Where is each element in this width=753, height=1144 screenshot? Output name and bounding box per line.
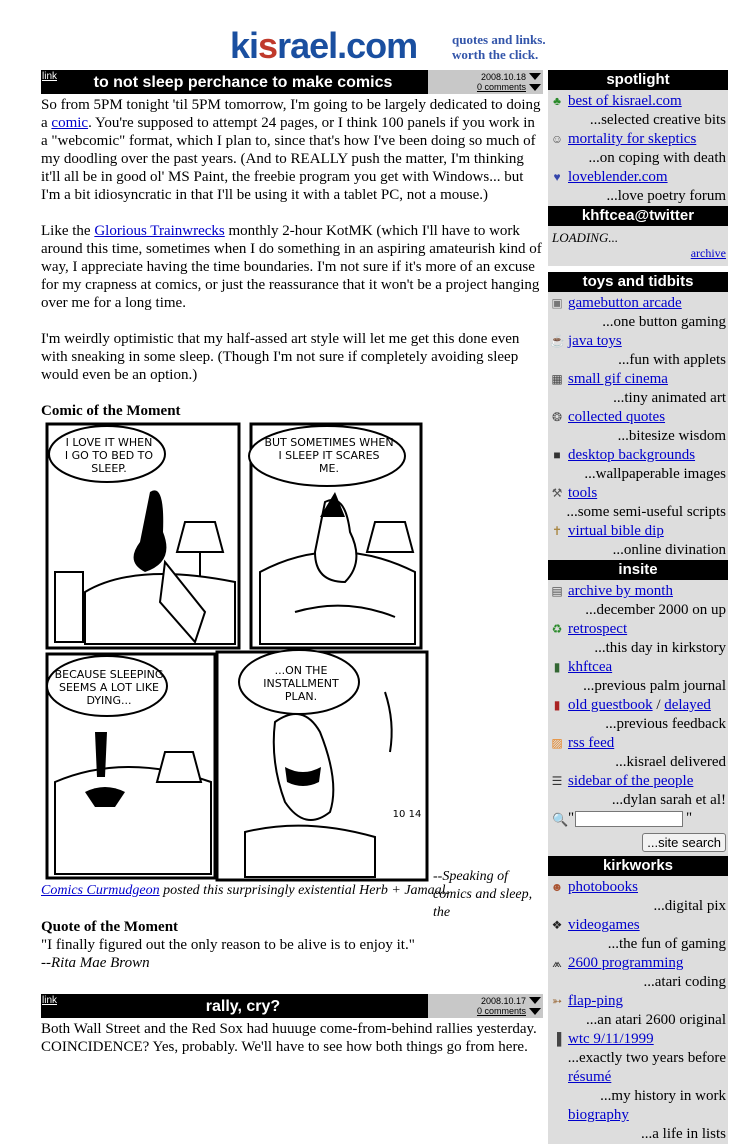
twitter-box bbox=[548, 226, 728, 266]
magnifier-icon: 🔍 bbox=[552, 812, 569, 827]
comic-caption-start: --Speaking of comics and sleep, the bbox=[433, 869, 533, 920]
glorious-trainwrecks-link[interactable]: Glorious Trainwrecks bbox=[94, 223, 225, 239]
post-date: 2008.10.17 bbox=[480, 996, 526, 1006]
sidebar-item-description: ...on coping with death bbox=[588, 150, 726, 166]
sidebar-item-links bbox=[548, 772, 728, 791]
link-separator: / bbox=[652, 697, 665, 713]
sidebar-item bbox=[548, 446, 728, 484]
main-column bbox=[41, 70, 543, 1074]
sidebar-item bbox=[548, 954, 728, 992]
tagline-line-1: quotes and links. bbox=[452, 32, 546, 47]
post-paragraph: Both Wall Street and the Red Sox had huuuge come-from-behind rallies yesterday. COINCIDENCE? Yes, probably. We'll have to see how both things go from here. bbox=[41, 1021, 537, 1055]
sidebar-item bbox=[548, 1068, 728, 1106]
spotlight-box bbox=[548, 90, 728, 206]
sidebar-item bbox=[548, 294, 728, 332]
sidebar-item-links bbox=[548, 484, 728, 503]
sidebar-item bbox=[548, 620, 728, 658]
twitter-loading-text: LOADING... bbox=[552, 230, 619, 245]
spotlight-heading: spotlight bbox=[548, 70, 728, 90]
sidebar-link[interactable]: virtual bible dip bbox=[568, 523, 664, 539]
sidebar-link[interactable]: loveblender.com bbox=[568, 169, 668, 185]
search-quote-close: " bbox=[686, 810, 693, 826]
sidebar-item bbox=[548, 1030, 728, 1068]
post-paragraph bbox=[41, 96, 543, 204]
post-paragraph bbox=[41, 222, 543, 312]
sidebar-item-links bbox=[548, 446, 728, 465]
quote-author: --Rita Mae Brown bbox=[41, 955, 150, 971]
sidebar-item-description: ...digital pix bbox=[653, 898, 726, 914]
sidebar-link[interactable]: 2600 programming bbox=[568, 955, 684, 971]
panel3-line3: DYING... bbox=[86, 694, 132, 707]
sidebar-item-description: ...fun with applets bbox=[618, 352, 726, 368]
sidebar-link[interactable]: java toys bbox=[568, 333, 622, 349]
sidebar-item-links bbox=[548, 408, 728, 427]
kirkworks-box bbox=[548, 876, 728, 1144]
panel2-line2: I SLEEP IT SCARES bbox=[278, 449, 380, 462]
sidebar-item bbox=[548, 772, 728, 810]
logo-text-2: s bbox=[258, 25, 278, 66]
sidebar-item bbox=[548, 522, 728, 560]
quote-heading: Quote of the Moment bbox=[41, 919, 179, 935]
text: monthly 2-hour KotMK (which I'll have to work around this time, sometimes when I do something in an aspiring amateurish kind of way, I appreciate having the time boundaries. I'm not sure if it's more of an excuse for my crapness at comics, or just the reassurance that it won't be a project hanging over me for a long time. bbox=[41, 223, 542, 311]
sidebar-link[interactable]: tools bbox=[568, 485, 598, 501]
panel1-line3: SLEEP. bbox=[91, 462, 127, 475]
sidebar-item-description: ...tiny animated art bbox=[613, 390, 726, 406]
sidebar-item-links bbox=[548, 1030, 728, 1049]
sidebar-item-links bbox=[548, 168, 728, 187]
comics-curmudgeon-link[interactable]: Comics Curmudgeon bbox=[41, 883, 160, 898]
toys-heading: toys and tidbits bbox=[548, 272, 728, 292]
post-permalink[interactable]: link bbox=[41, 994, 58, 1018]
sidebar-item-links bbox=[548, 992, 728, 1011]
sidebar bbox=[548, 70, 728, 1144]
post-comments-link[interactable]: 0 comments bbox=[476, 1006, 526, 1016]
sidebar-link[interactable]: best of kisrael.com bbox=[568, 93, 682, 109]
comic-link[interactable]: comic bbox=[51, 115, 89, 131]
panel4-line1: ...ON THE bbox=[274, 664, 328, 677]
post-body bbox=[41, 96, 543, 972]
panel1-line1: I LOVE IT WHEN bbox=[65, 436, 153, 449]
skull-icon: ☺ bbox=[550, 132, 564, 146]
list-icon: ☰ bbox=[551, 774, 563, 788]
sidebar-item bbox=[548, 916, 728, 954]
text: So from 5PM tonight 'til 5PM tomorrow, I'm going to be largely dedicated to doing a bbox=[41, 97, 541, 131]
comic-heading: Comic of the Moment bbox=[41, 403, 181, 419]
post-header bbox=[41, 994, 543, 1018]
sidebar-item-links bbox=[548, 620, 728, 639]
sidebar-link[interactable]: wtc 9/11/1999 bbox=[568, 1031, 654, 1047]
quote-text: "I finally figured out the only reason to be alive is to enjoy it." bbox=[41, 937, 415, 953]
text: . You're supposed to attempt 24 pages, or I think 100 panels if you work in a "webcomic" format, which I plan to, since that's how I've been doing so much of my doodling over the past years. (And to REALLY push the matter, I'm thinking it'll all be in good ol' MS Paint, the freebie program you get with Windows... but I'm a bit idiosyncratic in that I'll be using it with a tablet PC, not a mouse.) bbox=[41, 115, 536, 203]
sidebar-item bbox=[548, 484, 728, 522]
site-search-button[interactable]: ...site search bbox=[642, 833, 726, 852]
text: Like the bbox=[41, 223, 95, 239]
logo-text-3: rael.com bbox=[277, 25, 418, 66]
sidebar-item-description: ...love poetry forum bbox=[606, 188, 726, 204]
sidebar-item-links bbox=[548, 582, 728, 601]
sidebar-link[interactable]: sidebar of the people bbox=[568, 773, 694, 789]
sidebar-item-description: ...selected creative bits bbox=[589, 112, 726, 128]
sidebar-link[interactable]: photobooks bbox=[568, 879, 639, 895]
film-icon: ▦ bbox=[551, 372, 563, 386]
sidebar-item-links bbox=[548, 370, 728, 389]
sidebar-item-description: ...this day in kirkstory bbox=[594, 640, 726, 656]
sidebar-item-description: ...an atari 2600 original bbox=[586, 1012, 726, 1028]
sidebar-item-links bbox=[548, 294, 728, 313]
sidebar-item-links bbox=[548, 954, 728, 973]
tagline-line-2: worth the click. bbox=[452, 47, 539, 62]
sidebar-link[interactable]: rss feed bbox=[568, 735, 615, 751]
sidebar-item-description: ...online divination bbox=[612, 542, 726, 558]
toys-box bbox=[548, 292, 728, 560]
sidebar-item bbox=[548, 992, 728, 1030]
insite-box bbox=[548, 580, 728, 856]
sidebar-item bbox=[548, 696, 728, 734]
gamepad-icon: ▣ bbox=[551, 296, 563, 310]
panel4-line3: PLAN. bbox=[284, 690, 318, 703]
site-tagline bbox=[452, 32, 546, 62]
triangle-down-icon[interactable] bbox=[529, 84, 541, 91]
sidebar-item bbox=[548, 130, 728, 168]
bible-icon: ✝ bbox=[551, 524, 563, 538]
panel3-line2: SEEMS A LOT LIKE bbox=[58, 681, 160, 694]
post-title: rally, cry? bbox=[58, 994, 428, 1018]
sidebar-link[interactable]: old guestbook bbox=[568, 697, 653, 713]
palm-icon: ▮ bbox=[553, 660, 561, 674]
post-comments-link[interactable]: 0 comments bbox=[476, 82, 526, 92]
post-title: to not sleep perchance to make comics bbox=[58, 70, 428, 94]
sidebar-link[interactable]: retrospect bbox=[568, 621, 628, 637]
tools-icon: ⚒ bbox=[551, 486, 563, 500]
sidebar-item-description: ...wallpaperable images bbox=[584, 466, 726, 482]
java-icon: ☕ bbox=[550, 334, 565, 348]
book-icon: ▮ bbox=[553, 698, 561, 712]
sidebar-item-links bbox=[548, 916, 728, 935]
post-header bbox=[41, 70, 543, 94]
sidebar-item-links bbox=[548, 696, 728, 715]
sidebar-item bbox=[548, 734, 728, 772]
panel4-line2: INSTALLMENT bbox=[263, 677, 339, 690]
sidebar-item-links bbox=[548, 130, 728, 149]
sidebar-item-description: ...some semi-useful scripts bbox=[566, 504, 726, 520]
sidebar-link[interactable]: résumé bbox=[568, 1069, 612, 1085]
sidebar-item bbox=[548, 92, 728, 130]
logo-text-1: ki bbox=[230, 25, 259, 66]
sidebar-item-description: ...previous palm journal bbox=[583, 678, 726, 694]
sidebar-item bbox=[548, 168, 728, 206]
sidebar-link[interactable]: delayed bbox=[664, 697, 711, 713]
rss-icon: ▨ bbox=[551, 736, 563, 750]
search-quote-open: " bbox=[568, 810, 575, 826]
panel1-line2: I GO TO BED TO bbox=[64, 449, 154, 462]
sidebar-item-links bbox=[548, 92, 728, 111]
sidebar-item-description: ...exactly two years before bbox=[567, 1050, 726, 1066]
heart-blender-icon: ♥ bbox=[553, 170, 561, 184]
towers-icon: ▐ bbox=[552, 1032, 562, 1046]
sidebar-item-description: ...my history in work bbox=[600, 1088, 726, 1104]
site-search-input[interactable] bbox=[575, 811, 683, 827]
sidebar-item-description: ...dylan sarah et al! bbox=[611, 792, 726, 808]
atari-icon: ⩕ bbox=[552, 956, 562, 970]
post-meta bbox=[428, 70, 543, 94]
panel2-line1: BUT SOMETIMES WHEN bbox=[264, 436, 394, 449]
sidebar-link[interactable]: gamebutton arcade bbox=[568, 295, 682, 311]
triangle-down-icon[interactable] bbox=[529, 997, 541, 1004]
sidebar-link[interactable]: mortality for skeptics bbox=[568, 131, 697, 147]
sidebar-item bbox=[548, 658, 728, 696]
insite-heading: insite bbox=[548, 560, 728, 580]
sidebar-link[interactable]: khftcea bbox=[568, 659, 613, 675]
photo-icon: ☻ bbox=[550, 880, 564, 894]
pig-icon: ➳ bbox=[551, 994, 563, 1008]
sidebar-link[interactable]: flap-ping bbox=[568, 993, 623, 1009]
sidebar-item-links bbox=[548, 734, 728, 753]
comic-date-mark: 10 14 bbox=[392, 809, 422, 820]
sidebar-item-description: ...one button gaming bbox=[602, 314, 726, 330]
post-paragraph: I'm weirdly optimistic that my half-assed art style will let me get this done even with sneaking in some sleep. (Though I'm not sure if completely avoiding sleep would even be an option.) bbox=[41, 331, 520, 383]
sidebar-item bbox=[548, 332, 728, 370]
sidebar-link[interactable]: biography bbox=[568, 1107, 629, 1123]
sidebar-link[interactable]: collected quotes bbox=[568, 409, 666, 425]
sidebar-item-description: ...atari coding bbox=[643, 974, 726, 990]
sidebar-link[interactable]: videogames bbox=[568, 917, 640, 933]
site-header bbox=[0, 0, 753, 70]
sidebar-item bbox=[548, 878, 728, 916]
twitter-archive-link[interactable]: archive bbox=[690, 246, 726, 260]
text: posted this surprisingly existential Herb + Jamaal. bbox=[159, 883, 450, 898]
sidebar-item-links bbox=[548, 878, 728, 897]
triangle-down-icon[interactable] bbox=[529, 1008, 541, 1015]
sidebar-item bbox=[548, 1106, 728, 1144]
sidebar-item-description: ...kisrael delivered bbox=[615, 754, 726, 770]
sidebar-item-description: ...december 2000 on up bbox=[585, 602, 726, 618]
sidebar-item-description: ...previous feedback bbox=[605, 716, 726, 732]
kirkworks-heading: kirkworks bbox=[548, 856, 728, 876]
sidebar-item bbox=[548, 408, 728, 446]
site-search-row bbox=[548, 810, 728, 856]
sidebar-item-description: ...bitesize wisdom bbox=[617, 428, 726, 444]
sidebar-item-description: ...a life in lists bbox=[641, 1126, 726, 1142]
sidebar-item-links bbox=[548, 658, 728, 677]
post-body bbox=[41, 1020, 543, 1056]
sidebar-item-links bbox=[548, 332, 728, 351]
sidebar-item-links bbox=[548, 522, 728, 541]
sidebar-item bbox=[548, 582, 728, 620]
sidebar-item bbox=[548, 370, 728, 408]
triangle-down-icon[interactable] bbox=[529, 73, 541, 80]
comic-strip-image bbox=[45, 422, 430, 882]
speech-icon: ❂ bbox=[551, 410, 563, 424]
sidebar-item-links bbox=[548, 1068, 728, 1087]
calendar-icon: ▤ bbox=[551, 584, 563, 598]
panel3-line1: BECAUSE SLEEPING bbox=[54, 668, 164, 681]
invader-icon: ❖ bbox=[551, 918, 563, 932]
post-meta bbox=[428, 994, 543, 1018]
sidebar-link[interactable]: archive by month bbox=[568, 583, 673, 599]
monitor-icon: ■ bbox=[553, 448, 561, 462]
post-date: 2008.10.18 bbox=[480, 72, 526, 82]
site-logo[interactable] bbox=[230, 26, 417, 66]
post-permalink[interactable]: link bbox=[41, 70, 58, 94]
sidebar-link[interactable]: desktop backgrounds bbox=[568, 447, 696, 463]
recycle-icon: ♻ bbox=[551, 622, 563, 636]
sidebar-link[interactable]: small gif cinema bbox=[568, 371, 668, 387]
sidebar-item-links bbox=[548, 1106, 728, 1125]
tree-icon: ♣ bbox=[553, 94, 561, 108]
sidebar-item-description: ...the fun of gaming bbox=[607, 936, 726, 952]
panel2-line3: ME. bbox=[319, 462, 339, 475]
twitter-heading: khftcea@twitter bbox=[548, 206, 728, 226]
